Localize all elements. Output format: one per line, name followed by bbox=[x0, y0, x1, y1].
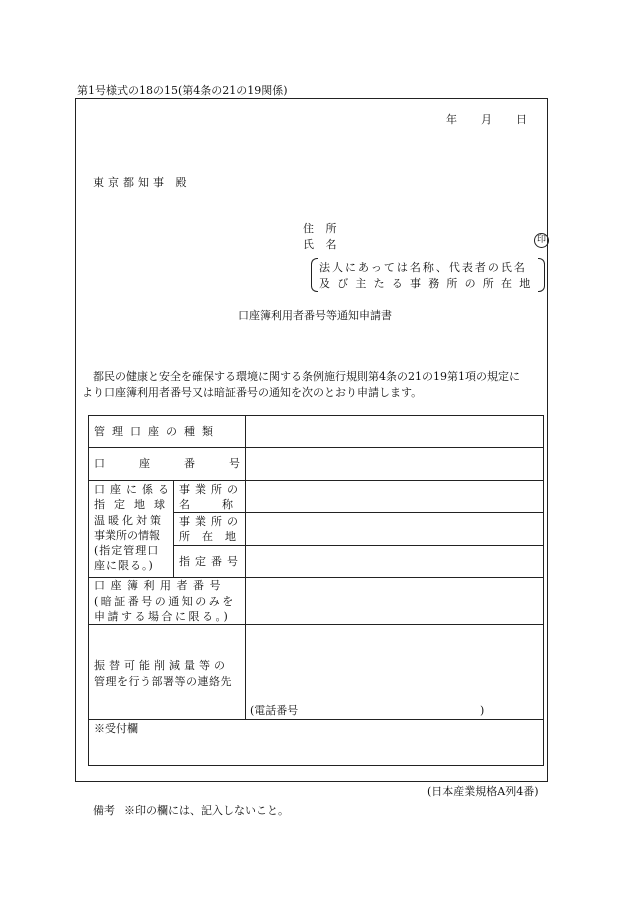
date-month: 月 bbox=[481, 113, 492, 126]
table-border-top bbox=[88, 415, 544, 416]
address-label: 住 所 bbox=[303, 222, 341, 235]
table-border-bottom bbox=[88, 765, 544, 766]
designation-number-field[interactable] bbox=[249, 548, 539, 575]
form-number: 第1号様式の18の15(第4条の21の19関係) bbox=[77, 84, 288, 97]
seal-mark: 印 bbox=[534, 233, 549, 248]
document-title: 口座簿利用者番号等通知申請書 bbox=[238, 309, 392, 322]
facility-name-field[interactable] bbox=[249, 483, 539, 510]
facility-address-field[interactable] bbox=[249, 515, 539, 543]
body-text-line2: より口座簿利用者番号又は暗証番号の通知を次のとおり申請します。 bbox=[82, 386, 423, 399]
table-border-right bbox=[543, 415, 544, 765]
user-number-field[interactable] bbox=[249, 580, 539, 622]
name-label: 氏 名 bbox=[303, 238, 341, 251]
corp-note-line2: 及び主たる事務所の所在地 bbox=[319, 277, 538, 290]
body-text-line1: 都民の健康と安全を確保する環境に関する条例施行規則第4条の21の19第1項の規定に bbox=[93, 370, 520, 383]
bracket-right bbox=[538, 258, 545, 292]
bracket-left bbox=[311, 258, 318, 292]
table-rule bbox=[173, 512, 544, 513]
reception-label: ※受付欄 bbox=[94, 722, 138, 735]
label-user-number: 口座簿利用者番号 (暗証番号の通知のみを 申請する場合に限る。) bbox=[94, 579, 236, 623]
table-border-left bbox=[88, 415, 89, 765]
table-rule bbox=[88, 447, 544, 448]
label-facility-name: 事業所の 名称 bbox=[179, 483, 265, 511]
label-contact: 振替可能削減量等の 管理を行う部署等の連絡先 bbox=[94, 659, 232, 688]
date-day: 日 bbox=[516, 113, 527, 126]
contact-field[interactable] bbox=[249, 627, 539, 699]
phone-label: (電話番号 bbox=[250, 704, 299, 717]
label-facility-info: 口座に係る 指定地球 温暖化対策 事業所の情報 (指定管理口 座に限る。) bbox=[94, 483, 174, 573]
table-rule bbox=[88, 480, 544, 481]
table-rule bbox=[88, 719, 544, 720]
remarks-text: ※印の欄には、記入しないこと。 bbox=[124, 804, 289, 817]
label-account-number: 口座番号 bbox=[94, 457, 274, 470]
corp-note-line1: 法人にあっては名称、代表者の氏名 bbox=[319, 261, 527, 274]
addressee: 東京都知事 殿 bbox=[93, 176, 191, 189]
account-type-field[interactable] bbox=[249, 418, 539, 445]
label-designation-number: 指定番号 bbox=[179, 555, 243, 568]
date-year: 年 bbox=[446, 113, 457, 126]
table-rule bbox=[173, 545, 544, 546]
account-number-field[interactable] bbox=[249, 450, 539, 477]
label-account-type: 管理口座の種類 bbox=[94, 425, 220, 438]
remarks-label: 備考 bbox=[93, 804, 115, 817]
label-facility-address: 事業所の 所在地 bbox=[179, 515, 248, 543]
paper-size-note: (日本産業規格A列4番) bbox=[427, 785, 539, 798]
phone-close: ) bbox=[480, 704, 485, 717]
